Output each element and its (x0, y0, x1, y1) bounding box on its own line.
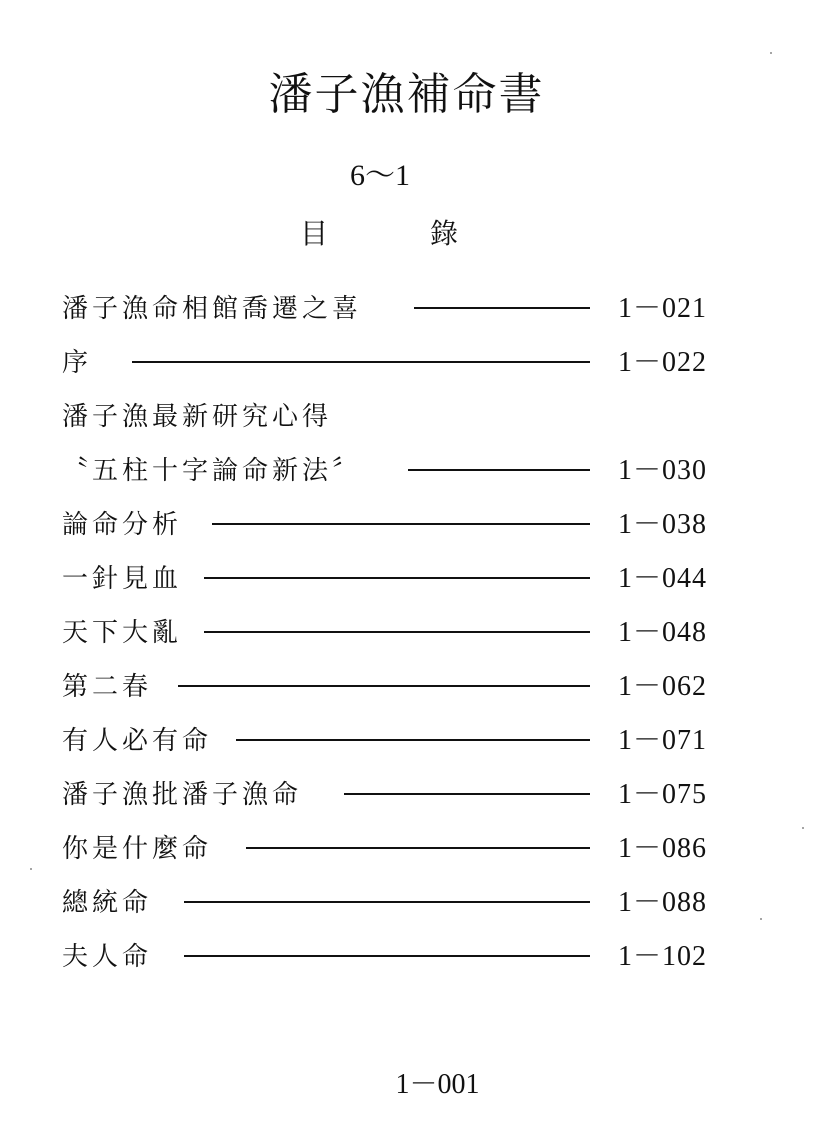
toc-entry (62, 612, 762, 648)
toc-entry-page: 1－071 (618, 725, 708, 756)
toc-entry-page: 1－048 (618, 617, 708, 648)
toc-entry-page: 1－021 (618, 293, 708, 324)
toc-leader-line (212, 523, 590, 525)
scan-speck (802, 827, 804, 829)
toc-entry-title: 有人必有命 (62, 726, 213, 756)
toc-entry-title: 論命分析 (62, 510, 183, 540)
toc-leader-line (344, 793, 590, 795)
toc-entry (62, 288, 762, 324)
toc-entry-page: 1－044 (618, 563, 708, 594)
toc-entry (62, 720, 762, 756)
toc-entry-title: 天下大亂 (62, 618, 183, 648)
toc-entry-page: 1－102 (618, 941, 708, 972)
toc-entry-page: 1－086 (618, 833, 708, 864)
toc-entry (62, 396, 762, 432)
toc-leader-line (204, 631, 590, 633)
toc-entry-title: 你是什麼命 (62, 834, 213, 864)
toc-entry (62, 666, 762, 702)
toc-entry (62, 558, 762, 594)
toc-entry-page: 1－038 (618, 509, 708, 540)
toc-entry-title: 序 (62, 348, 93, 378)
toc-entry (62, 936, 762, 972)
toc-entry (62, 504, 762, 540)
toc-entry (62, 450, 762, 486)
toc-entry-title: 潘子漁批潘子漁命 (62, 780, 303, 810)
toc-entry (62, 882, 762, 918)
toc-leader-line (408, 469, 590, 471)
toc-entry (62, 828, 762, 864)
contents-heading-left: 目 (300, 217, 329, 250)
toc-entry-page: 1－062 (618, 671, 708, 702)
toc-entry-title: 〝五柱十字論命新法〞 (62, 456, 363, 486)
volume-number: 6～1 (350, 159, 410, 192)
toc-leader-line (236, 739, 590, 741)
toc-leader-line (414, 307, 590, 309)
toc-entry-page: 1－022 (618, 347, 708, 378)
scan-speck (760, 918, 762, 920)
toc-leader-line (184, 901, 590, 903)
toc-entry-title: 總統命 (62, 888, 153, 918)
contents-heading-right: 錄 (430, 217, 459, 250)
toc-leader-line (178, 685, 590, 687)
page-number: 1－001 (395, 1069, 480, 1100)
toc-entry-title: 第二春 (62, 672, 153, 702)
toc-entry-page: 1－075 (618, 779, 708, 810)
scan-speck (770, 52, 772, 54)
toc-entry-page: 1－088 (618, 887, 708, 918)
toc-entry-page: 1－030 (618, 455, 708, 486)
toc-entry-title: 潘子漁命相館喬遷之喜 (62, 294, 363, 324)
toc-leader-line (132, 361, 590, 363)
toc-leader-line (246, 847, 590, 849)
toc-entry (62, 774, 762, 810)
toc-entry (62, 342, 762, 378)
toc-entry-title: 一針見血 (62, 564, 183, 594)
toc-leader-line (204, 577, 590, 579)
scan-speck (30, 868, 32, 870)
toc-entry-title: 潘子漁最新研究心得 (62, 402, 333, 432)
toc-leader-line (184, 955, 590, 957)
book-title: 潘子漁補命書 (268, 69, 545, 120)
toc-entry-title: 夫人命 (62, 942, 153, 972)
